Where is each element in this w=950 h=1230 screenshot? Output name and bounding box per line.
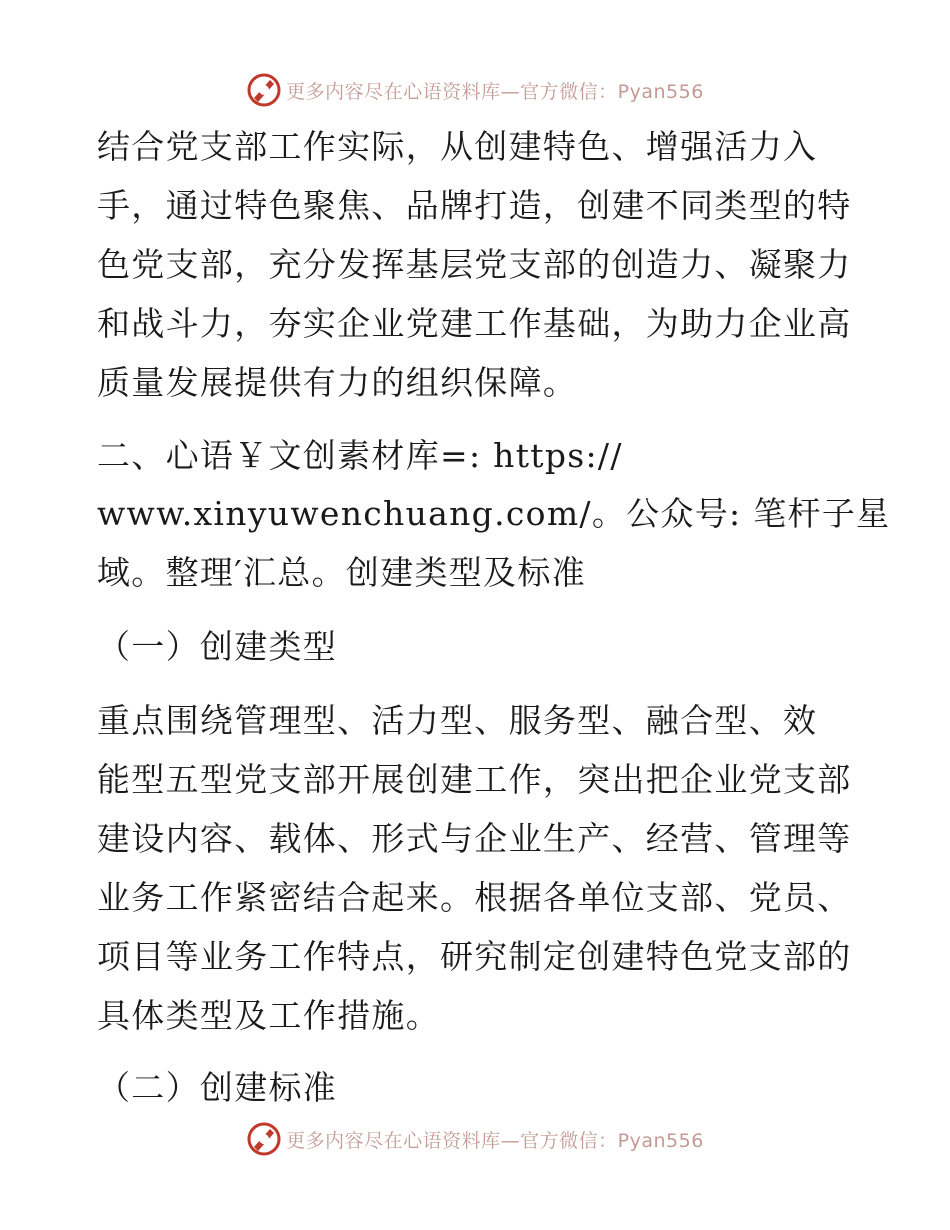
body-line: 域。整理′汇总。创建类型及标准 — [97, 553, 586, 592]
body-line: 重点围绕管理型、活力型、服务型、融合型、效 — [97, 701, 818, 740]
body-line: 结合党支部工作实际，从创建特色、增强活力入 — [97, 127, 818, 166]
subsection-heading: （一）创建类型 — [97, 627, 338, 666]
logo-icon — [246, 1121, 282, 1157]
subsection-heading: （二）创建标准 — [97, 1068, 338, 1107]
section-heading: 二、心语￥文创素材库=: https:// — [97, 436, 623, 475]
footer-watermark — [0, 1119, 950, 1159]
body-line: 色党支部，充分发挥基层党支部的创造力、凝聚力 — [97, 245, 852, 284]
watermark-text: 更多内容尽在心语资料库—官方微信：Pyan556 — [286, 80, 704, 103]
body-line: www.xinyuwenchuang.com/。公众号: 笔杆子星 — [97, 494, 891, 533]
header-watermark — [0, 70, 950, 110]
body-line: 建设内容、载体、形式与企业生产、经营、管理等 — [97, 819, 852, 858]
body-line: 项目等业务工作特点，研究制定创建特色党支部的 — [97, 937, 852, 976]
body-line: 能型五型党支部开展创建工作，突出把企业党支部 — [97, 760, 852, 799]
logo-icon — [246, 72, 282, 108]
body-line: 质量发展提供有力的组织保障。 — [97, 363, 578, 402]
body-line: 业务工作紧密结合起来。根据各单位支部、党员、 — [97, 878, 852, 917]
body-line: 和战斗力，夯实企业党建工作基础，为助力企业高 — [97, 304, 852, 343]
body-line: 手，通过特色聚焦、品牌打造，创建不同类型的特 — [97, 186, 852, 225]
body-line: 具体类型及工作措施。 — [97, 996, 440, 1035]
watermark-text: 更多内容尽在心语资料库—官方微信：Pyan556 — [286, 1129, 704, 1152]
